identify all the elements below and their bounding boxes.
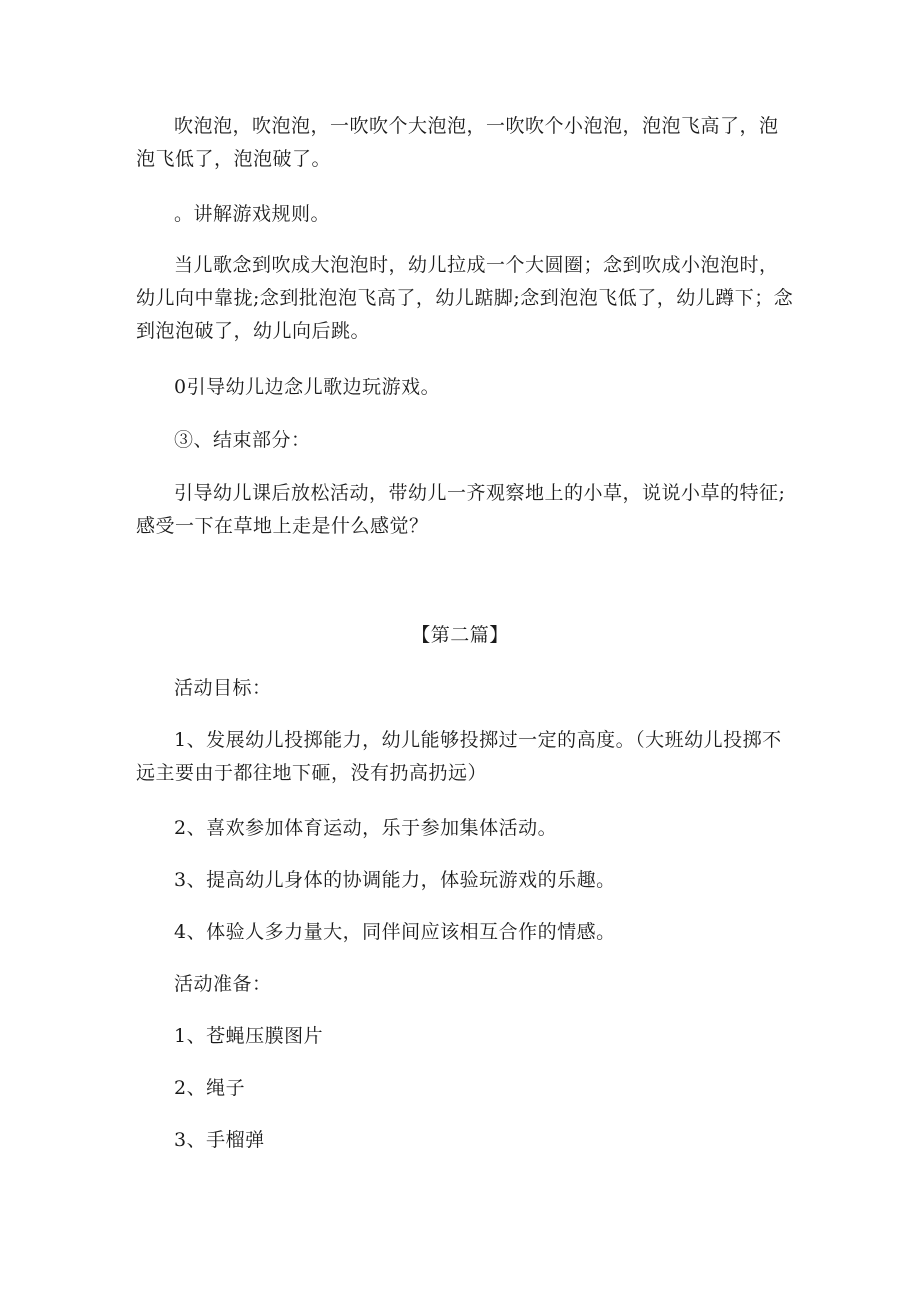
paragraph-goal-1: 1、发展幼儿投掷能力，幼儿能够投掷过一定的高度。（大班幼儿投掷不远主要由于都往地下砸，没有扔高扔远）	[136, 729, 782, 784]
paragraph-activity-prep: 活动准备：	[174, 973, 272, 995]
paragraph-activity-goals: 活动目标：	[174, 677, 272, 699]
paragraph-play-game: 0引导幼儿边念儿歌边玩游戏。	[174, 376, 441, 398]
paragraph-prep-2: 2、绳子	[174, 1077, 246, 1099]
paragraph-explain-rules: 。讲解游戏规则。	[174, 203, 331, 225]
paragraph-prep-1: 1、苍蝇压膜图片	[174, 1025, 324, 1047]
paragraph-goal-4: 4、体验人多力量大，同伴间应该相互合作的情感。	[174, 921, 616, 943]
paragraph-goal-2: 2、喜欢参加体育运动，乐于参加集体活动。	[174, 817, 558, 839]
paragraph-relax-activity: 引导幼儿课后放松活动，带幼儿一齐观察地上的小草，说说小草的特征;感受一下在草地上走是什么感觉？	[136, 482, 786, 537]
paragraph-bubble-song: 吹泡泡，吹泡泡，一吹吹个大泡泡，一吹吹个小泡泡，泡泡飞高了，泡泡飞低了，泡泡破了。	[136, 115, 779, 170]
section-heading: 【第二篇】	[411, 624, 509, 646]
paragraph-game-rules: 当儿歌念到吹成大泡泡时，幼儿拉成一个大圆圈；念到吹成小泡泡时，幼儿向中靠拢;念到批泡泡飞高了，幼儿踮脚;念到泡泡飞低了，幼儿蹲下；念到泡泡破了，幼儿向后跳。	[136, 254, 794, 342]
paragraph-goal-3: 3、提高幼儿身体的协调能力，体验玩游戏的乐趣。	[174, 869, 616, 891]
paragraph-prep-3: 3、手榴弹	[174, 1129, 265, 1151]
paragraph-ending-part: ③、结束部分：	[174, 429, 311, 451]
